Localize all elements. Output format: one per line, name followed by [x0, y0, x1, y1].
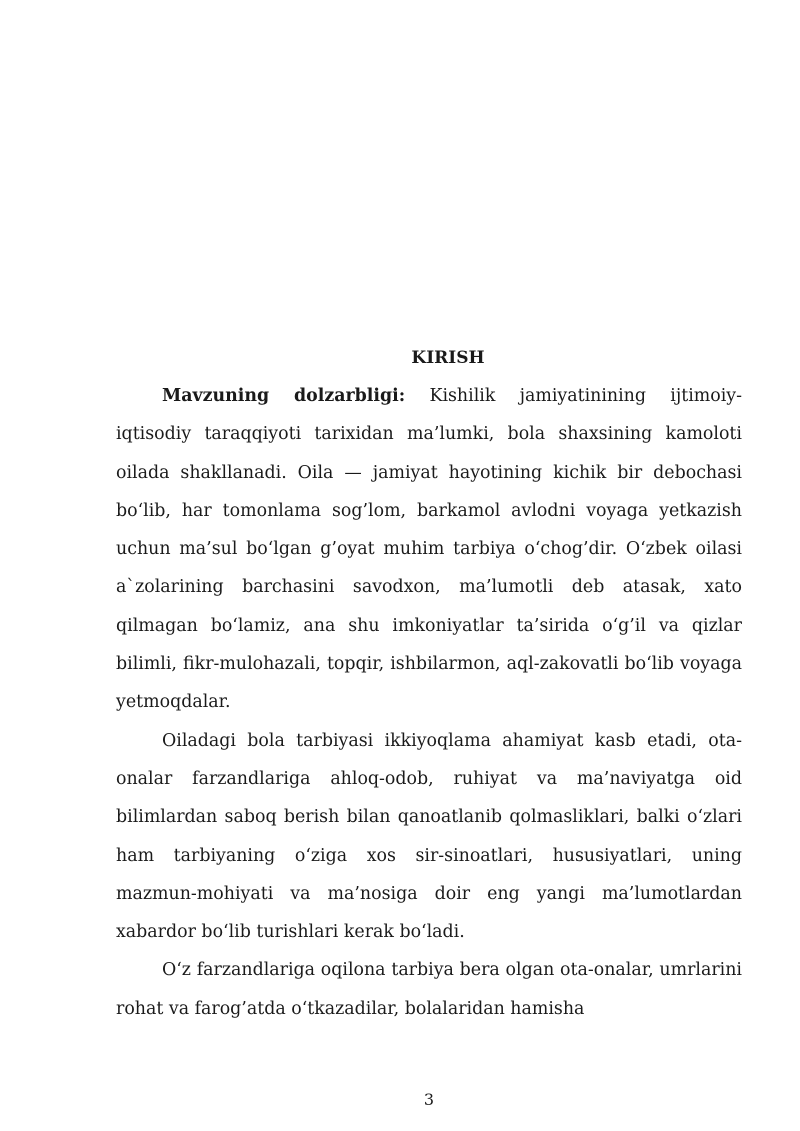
paragraph-relevance: [116, 377, 742, 722]
paragraph-lead: Mavzuning dolzarbligi:: [162, 386, 406, 406]
paragraph-text: O‘z farzandlariga oqilona tarbiya bera olgan ota-onalar, umrlarini rohat va farog’atda o‘tkazadilar, bolalaridan hamisha: [116, 960, 742, 1019]
paragraph-family-upbringing: [116, 722, 742, 952]
paragraph-parents: [116, 951, 742, 1028]
paragraph-text: Kishilik jamiyatinining ijtimoiy-iqtisodiy taraqqiyoti tarixidan ma’lumki, bola shaxsining kamoloti oilada shakllanadi. Oila — jamiyat hayotining kichik bir debochasi bo‘lib, har tomonlama sog’lom, barkamol avlodni voyaga yetkazish uchun ma’sul bo‘lgan g’oyat muhim tarbiya o‘chog’dir. O‘zbek oilasi a`zolarining barchasini savodxon, ma’lumotli deb atasak, xato qilmagan bo‘lamiz, ana shu imkoniyatlar ta’sirida o‘g’il va qizlar bilimli, fikr-mulohazali, topqir, ishbilarmon, aql-zakovatli bo‘lib voyaga yetmoqdalar.: [116, 386, 742, 713]
body-text: [116, 377, 742, 1028]
paragraph-text: Oiladagi bola tarbiyasi ikkiyoqlama ahamiyat kasb etadi, ota-onalar farzandlariga ahloq-odob, ruhiyat va ma’naviyatga oid bilimlardan saboq berish bilan qanoatlanib qolmasliklari, balki o‘zlari ham tarbiyaning o‘ziga xos sir-sinoatlari, hususiyatlari, uning mazmun-mohiyati va ma’nosiga doir eng yangi ma’lumotlardan xabardor bo‘lib turishlari kerak bo‘ladi.: [116, 730, 742, 943]
section-heading: KIRISH: [411, 348, 485, 368]
page-number: 3: [423, 1090, 435, 1109]
